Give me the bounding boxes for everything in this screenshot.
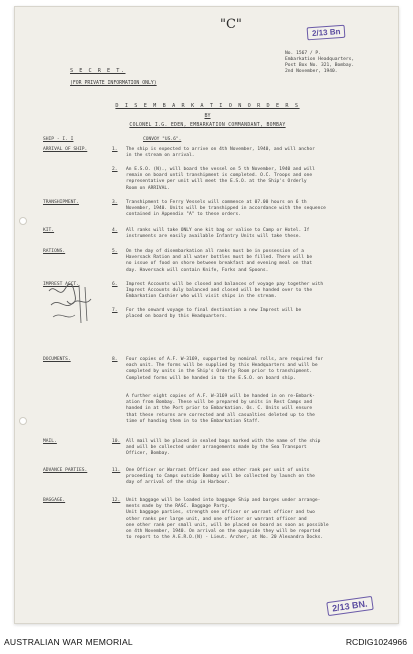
section-heading: KIT. bbox=[43, 228, 55, 233]
paragraph-number: 8. bbox=[112, 357, 118, 362]
paragraph-text: One Officer or Warrant Officer and one other rank per unit of units proceeding to Camps outside Bombay will be collected by launch on the day of arrival of the ship in Harbour. bbox=[126, 468, 315, 486]
paragraph-number: 10. bbox=[112, 439, 121, 444]
paragraph-text: For the onward voyage to final destination a new Imprest will be placed on board by this Headquarters. bbox=[126, 308, 302, 320]
reference-hq: Embarkation Headquarters, bbox=[285, 57, 355, 63]
paragraph-text: All mail will be placed in sealed bags marked with the name of the ship and will be collected under arrangements made by the Sea Transport Officer, Bombay. bbox=[126, 439, 321, 457]
document-author: COLONEL I.G. EDEN, EMBARKATION COMMANDANT, BOMBAY bbox=[129, 123, 286, 128]
reference-address: Post Box No. 321, Bombay. bbox=[285, 63, 355, 69]
reference-block bbox=[285, 51, 397, 75]
section-heading: TRANSHIPMENT. bbox=[43, 200, 79, 205]
paragraph-number: 2. bbox=[112, 167, 118, 172]
paragraph-text: On the day of disembarkation all ranks must be in possession of a Haversack Ration and all water bottles must be filled. There will be no issue of food on shore between breakfast and evening meal on that day. Haversack will contain Knife, Forks and Spoons. bbox=[126, 249, 313, 273]
handwritten-signature-icon bbox=[45, 277, 105, 337]
section-heading: MAIL. bbox=[43, 439, 57, 444]
paragraph-text: Four copies of A.F. W-3169, supported by nominal rolls, are required for each unit. The forms will be supplied by this Headquarters and will be completed by units in the Ship's Orderly Room prior to transhipment. Completed forms will be handed in to the E.S.O. on board ship. bbox=[126, 357, 324, 381]
paragraph-number bbox=[112, 394, 126, 400]
reference-date: 2nd November, 1940. bbox=[285, 69, 338, 75]
paragraph-number: 7. bbox=[112, 308, 118, 313]
paragraph-number: 3. bbox=[112, 200, 118, 205]
classification-secret: S E C R E T. bbox=[70, 68, 126, 74]
punch-hole bbox=[19, 217, 27, 225]
archive-reference: RCDIG1024966 bbox=[345, 637, 407, 647]
archive-footer bbox=[0, 630, 413, 654]
paragraph-text: A further eight copies of A.F. W-3169 will be handed in on re-Embark- ation from Bombay. These will be prepared by units in Rest Camps and handed in at the Port prior to Embarkation. Os. C. Units will ensure that these returns are corrected and all casualties deleted up to the time of handing them in to the Embarkation Staff. bbox=[126, 394, 315, 424]
paragraph-text: Transhipment to Ferry Vessels will commence at 07.00 hours on 6 th November, 1940. Units will be transhipped in accordance with the sequence contained in Appendix "A" to these orders. bbox=[126, 200, 326, 218]
paragraph-text: Unit baggage will be loaded into baggage Ship and barges under arrange- ments made by the RASC. Baggage Party. Unit baggage parties, strength one officer or warrant officer and two other ranks per large unit, and one officer or warrant officer and one other rank per small unit, will be placed on board as soon as possible on 4th November, 1940. On arrival on the quayside they will be reported to report to the A.E.R.O.(N) - Lieut. Archer, at No. 20 Alexandra Docks. bbox=[126, 498, 329, 541]
section-heading: ARRIVAL OF SHIP. bbox=[43, 147, 88, 152]
section-heading: RATIONS. bbox=[43, 249, 66, 254]
paragraph-number: 12. bbox=[112, 498, 121, 503]
paragraph-text: Imprest Accounts will be closed and balances of voyage pay together with Imprest Accounts duly balanced and closed will be handed over to the Embarkation Cashier who will visit ships in the stream. bbox=[126, 282, 324, 300]
unit-stamp-bottom: 2/13 BN. bbox=[326, 596, 373, 616]
classification-private: (FOR PRIVATE INFORMATION ONLY) bbox=[70, 81, 157, 86]
ship-label: SHIP - I. I bbox=[43, 137, 74, 142]
unit-stamp: 2/13 Bn bbox=[307, 25, 346, 41]
archive-name: AUSTRALIAN WAR MEMORIAL bbox=[4, 637, 133, 647]
reference-number: No. 1567 / P. bbox=[285, 51, 321, 56]
document-title: D I S E M B A R K A T I O N O R D E R S bbox=[115, 103, 300, 109]
paragraph-text: All ranks will take ONLY one kit bag or valise to Camp or Hotel. If instruments are easily available Infantry Units will take these. bbox=[126, 228, 310, 240]
section-heading: ADVANCE PARTIES. bbox=[43, 468, 88, 473]
paragraph-text: The ship is expected to arrive on 4th November, 1940, and will anchor in the stream on arrival. bbox=[126, 147, 315, 159]
section-heading: IMPREST ACCT. bbox=[43, 282, 79, 287]
paragraph-number: 1. bbox=[112, 147, 118, 152]
paragraph-text: An E.S.O. (N)., will board the vessel on 5 th November, 1940 and will remain on board until transhipment is completed. O.C. Troops and one representative per unit will meet the E.S.O. at the Ship's Orderly Room on ARRIVAL. bbox=[126, 167, 315, 191]
section-heading: BAGGAGE. bbox=[43, 498, 66, 503]
punch-hole bbox=[19, 417, 27, 425]
convoy-label: CONVOY "US.6". bbox=[143, 137, 182, 142]
page-letter: "C" bbox=[220, 17, 242, 32]
paragraph-number: 6. bbox=[112, 282, 118, 287]
paragraph-number: 5. bbox=[112, 249, 118, 254]
paragraph-number: 4. bbox=[112, 228, 118, 233]
document-sheet bbox=[14, 6, 399, 624]
paragraph-number: 11. bbox=[112, 468, 121, 473]
document-title-by: BY bbox=[204, 113, 211, 119]
section-heading: DOCUMENTS. bbox=[43, 357, 71, 362]
